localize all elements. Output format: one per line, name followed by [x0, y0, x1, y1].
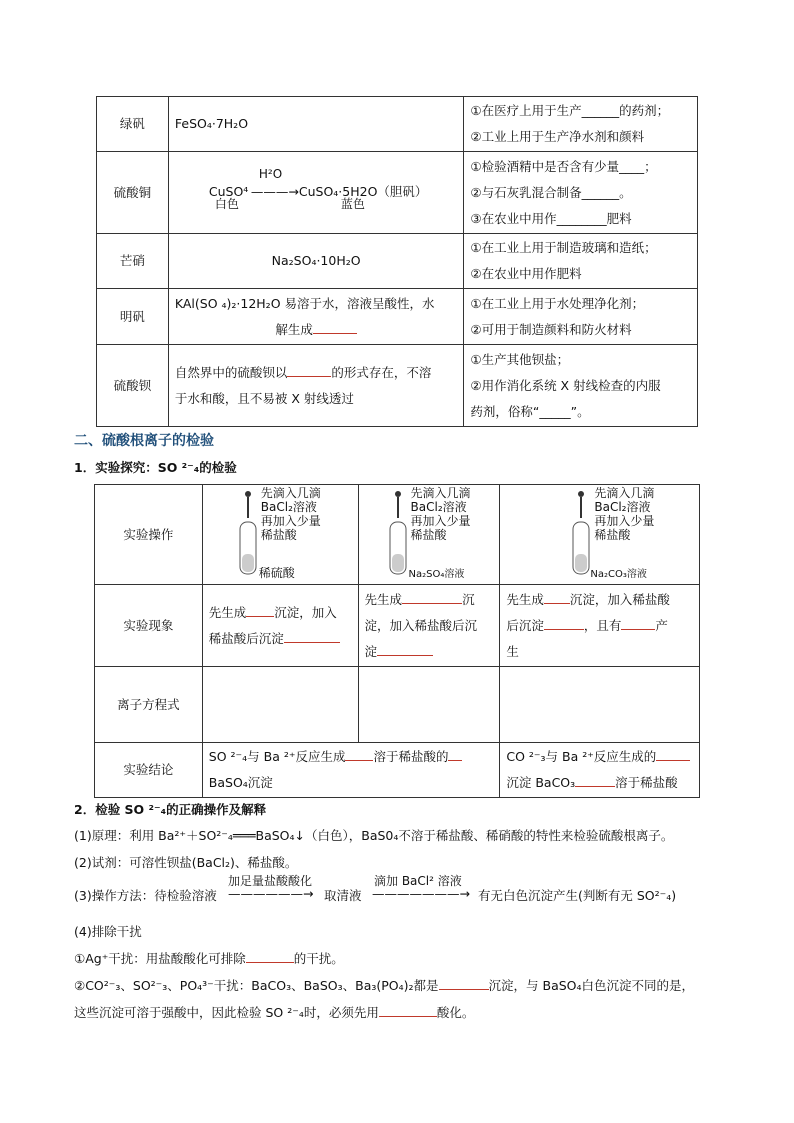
- experiment-table: [94, 484, 700, 798]
- interference-ag: ①Ag⁺干扰：用盐酸酸化可排除 的干扰。: [74, 945, 344, 972]
- tube-solution: 稀硫酸: [258, 565, 295, 580]
- test-tube-icon: [387, 490, 409, 582]
- tube-solution: Na₂CO₃溶液: [590, 568, 647, 580]
- use-line: ②在农业中用作肥料: [470, 266, 582, 281]
- desc-line: 于水和酸，且不易被 X 射线透过: [174, 390, 354, 406]
- compound-uses: [464, 152, 698, 234]
- compound-name: 硫酸铜: [97, 152, 169, 234]
- equation-cell: [500, 667, 700, 743]
- table-row: [97, 345, 698, 427]
- row-label: 实验现象: [95, 585, 203, 667]
- tube-cell: [202, 485, 358, 585]
- table-row: [97, 152, 698, 234]
- reaction-arrow: ———————→: [372, 886, 470, 901]
- equation-cell: [358, 667, 500, 743]
- arrow-label: 滴加 BaCl² 溶液: [374, 874, 462, 888]
- arrow-label: H²O: [258, 166, 283, 181]
- tube-solution: Na₂SO₄溶液: [408, 568, 465, 580]
- operation-middle: 取清液: [324, 888, 362, 903]
- phenomenon-cell: 先生成 沉淀，加入 稀盐酸后沉淀: [202, 585, 358, 667]
- interference-conclusion: 这些沉淀可溶于强酸中，因此检验 SO ²⁻₄时，必须先用 酸化。: [74, 999, 474, 1026]
- compound-uses: [464, 97, 698, 152]
- use-line: ③在农业中用作________肥料: [470, 210, 632, 226]
- subsection-title: 2．检验 SO ²⁻₄的正确操作及解释: [74, 802, 267, 817]
- principle-text: (1)原理：利用 Ba²⁺＋SO²⁻₄═══BaSO₄↓（白色），BaS0₄不溶于稀盐酸、稀硝酸的特性来检验硫酸根离子。: [74, 828, 674, 843]
- use-line: ①检验酒精中是否含有少量____；: [470, 158, 657, 174]
- reaction-arrow: ———→: [250, 183, 299, 199]
- compound-desc: [168, 289, 464, 345]
- use-line: ②用作消化系统 X 射线检查的内服: [470, 377, 661, 393]
- compound-uses: [464, 234, 698, 289]
- tube-cell: [358, 485, 500, 585]
- row-label: 离子方程式: [95, 667, 203, 743]
- desc-line: 解生成: [175, 317, 458, 343]
- use-line: ①在工业上用于水处理净化剂；: [470, 295, 645, 311]
- table-row: [95, 585, 700, 667]
- use-line: ②可用于制造颜料和防火材料: [470, 321, 632, 337]
- compound-desc: [168, 345, 464, 427]
- tube-cell: [500, 485, 700, 585]
- table-row: [95, 667, 700, 743]
- phenomenon-cell: 先生成 沉 淀，加入稀盐酸后沉 淀: [358, 585, 500, 667]
- row-label: 实验操作: [95, 485, 203, 585]
- blue-note: 蓝色: [340, 196, 365, 211]
- table-row: [97, 289, 698, 345]
- use-line: ②与石灰乳混合制备______。: [470, 184, 632, 200]
- conclusion-cell: SO ²⁻₄与 Ba ²⁺反应生成 溶于稀盐酸的 BaSO₄沉淀: [202, 743, 500, 798]
- compound-name: 绿矾: [97, 97, 169, 152]
- compound-formula: Na₂SO₄·10H₂O: [168, 234, 464, 289]
- reaction-arrow: ——————→: [228, 886, 314, 901]
- use-line: ①在医疗上用于生产______的药剂；: [470, 103, 670, 118]
- interference-anions: ②CO²⁻₃、SO²⁻₃、PO₄³⁻干扰：BaCO₃、BaSO₃、Ba₃(PO₄)₂都是 沉淀，与 BaSO₄白色沉淀不同的是，: [74, 972, 774, 999]
- cuso4-hydrate-formula: CuSO₄·5H2O（胆矾）: [298, 183, 428, 199]
- tube-instructions: 先滴入几滴 BaCl₂溶液 再加入少量 稀盐酸: [260, 485, 321, 542]
- table-row: [97, 234, 698, 289]
- table-row: [95, 743, 700, 798]
- use-line: ①生产其他钡盐；: [470, 351, 570, 367]
- test-tube-icon: [237, 490, 259, 582]
- compound-formula: FeSO₄·7H₂O: [168, 97, 464, 152]
- operation-start: (3)操作方法：待检验溶液: [74, 888, 217, 903]
- desc-line: KAl(SO ₄)₂·12H₂O 易溶于水，溶液呈酸性，水: [174, 295, 435, 311]
- compound-name: 硫酸钡: [97, 345, 169, 427]
- white-note: 白色: [214, 196, 239, 211]
- compound-name: 芒硝: [97, 234, 169, 289]
- phenomenon-cell: 先生成 沉淀，加入稀盐酸 后沉淀 ，且有 产 生: [500, 585, 700, 667]
- compound-name: 明矾: [97, 289, 169, 345]
- equation-cell: [202, 667, 358, 743]
- tube-instructions: 先滴入几滴 BaCl₂溶液 再加入少量 稀盐酸: [594, 485, 655, 542]
- compounds-table: [96, 96, 698, 427]
- use-line: 药剂，俗称“_____”。: [470, 403, 590, 419]
- reagent-text: (2)试剂：可溶性钡盐(BaCl₂)、稀盐酸。: [74, 855, 298, 870]
- conclusion-cell: CO ²⁻₃与 Ba ²⁺反应生成的 沉淀 BaCO₃ 溶于稀盐酸: [500, 743, 700, 798]
- table-row: [97, 97, 698, 152]
- compound-formula: [168, 152, 464, 234]
- test-tube-icon: [570, 490, 592, 582]
- compound-uses: [464, 289, 698, 345]
- desc-line: 自然界中的硫酸钡以 的形式存在，不溶: [175, 360, 458, 386]
- cuso4-formula: CuSO⁴: [208, 183, 249, 199]
- interference-heading: (4)排除干扰: [74, 924, 142, 939]
- use-line: ②工业上用于生产净水剂和颜料: [470, 129, 645, 144]
- use-line: ①在工业上用于制造玻璃和造纸；: [470, 240, 657, 255]
- tube-instructions: 先滴入几滴 BaCl₂溶液 再加入少量 稀盐酸: [410, 485, 471, 542]
- table-row: [95, 485, 700, 585]
- arrow-label: 加足量盐酸酸化: [228, 874, 313, 888]
- operation-method: [74, 876, 764, 916]
- compound-uses: [464, 345, 698, 427]
- section-heading: 二、硫酸根离子的检验: [74, 433, 214, 449]
- operation-end: 有无白色沉淀产生(判断有无 SO²⁻₄): [478, 888, 677, 903]
- subsection-title: 1．实验探究：SO ²⁻₄的检验: [74, 460, 237, 475]
- row-label: 实验结论: [95, 743, 203, 798]
